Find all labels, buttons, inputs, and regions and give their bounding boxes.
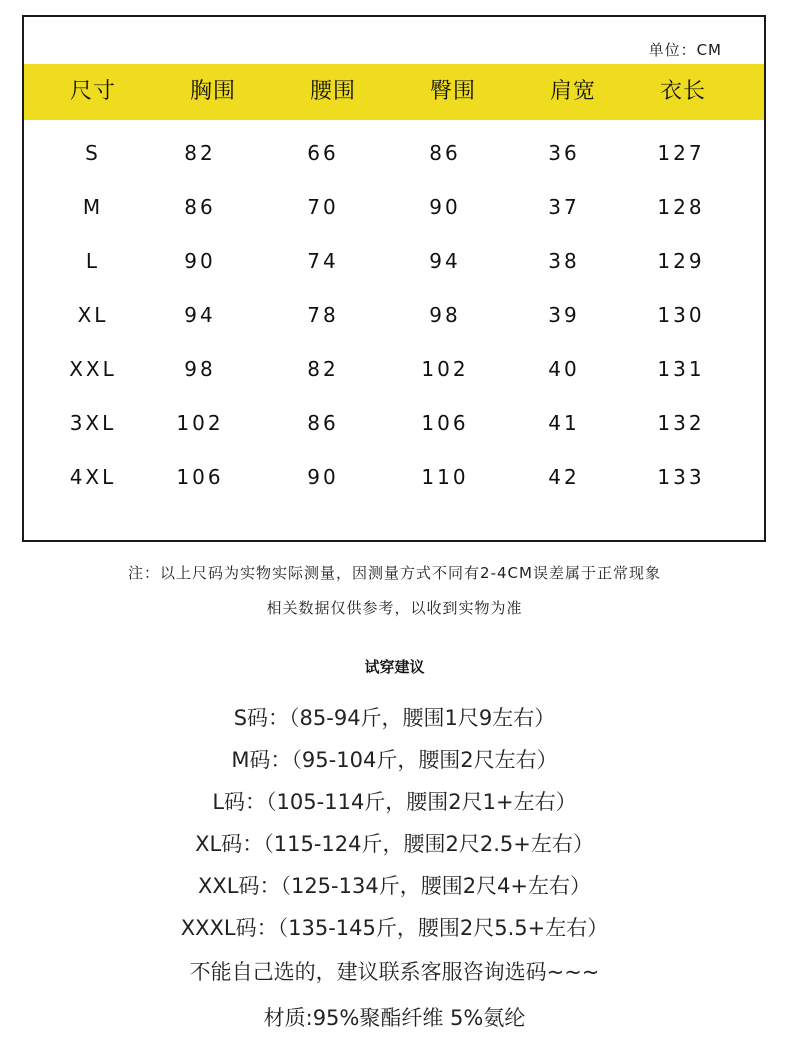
- cell-size: XXL: [69, 357, 117, 381]
- cell-length: 129: [657, 249, 705, 273]
- cell-waist: 66: [307, 141, 339, 165]
- cell-shoulder: 39: [548, 303, 580, 327]
- cell-length: 127: [657, 141, 705, 165]
- header-waist: 腰围: [309, 79, 356, 104]
- cell-hip: 90: [429, 195, 461, 219]
- cell-waist: 74: [307, 249, 339, 273]
- header-size: 尺寸: [69, 79, 116, 104]
- cell-chest: 94: [184, 303, 216, 327]
- table-row: [24, 457, 764, 497]
- cell-chest: 90: [184, 249, 216, 273]
- table-row: [24, 295, 764, 335]
- cell-size: XL: [77, 303, 109, 327]
- fit-advice-item: S码：（85-94斤，腰围1尺9左右）: [233, 706, 556, 730]
- fit-advice-item: M码：（95-104斤，腰围2尺左右）: [231, 748, 558, 772]
- cell-chest: 82: [184, 141, 216, 165]
- cell-size: L: [85, 249, 101, 273]
- table-row: [24, 241, 764, 281]
- cell-shoulder: 42: [548, 465, 580, 489]
- contact-service-note: 不能自己选的，建议联系客服咨询选码~~~: [189, 960, 600, 984]
- header-length: 衣长: [659, 79, 706, 104]
- reference-note: 相关数据仅供参考，以收到实物为准: [266, 599, 523, 617]
- cell-waist: 90: [307, 465, 339, 489]
- measurement-note: 注：以上尺码为实物实际测量，因测量方式不同有2-4CM误差属于正常现象: [128, 564, 661, 582]
- cell-hip: 102: [421, 357, 469, 381]
- cell-size: M: [82, 195, 104, 219]
- cell-hip: 94: [429, 249, 461, 273]
- cell-shoulder: 36: [548, 141, 580, 165]
- cell-hip: 98: [429, 303, 461, 327]
- fit-advice-title: 试穿建议: [364, 658, 425, 676]
- cell-hip: 106: [421, 411, 469, 435]
- cell-chest: 98: [184, 357, 216, 381]
- table-row: [24, 403, 764, 443]
- cell-length: 131: [657, 357, 705, 381]
- cell-waist: 78: [307, 303, 339, 327]
- unit-label: 单位：CM: [648, 41, 722, 59]
- cell-shoulder: 38: [548, 249, 580, 273]
- cell-chest: 86: [184, 195, 216, 219]
- fit-advice-item: XL码：（115-124斤，腰围2尺2.5+左右）: [195, 832, 594, 856]
- fit-advice-item: XXXL码：（135-145斤，腰围2尺5.5+左右）: [180, 916, 609, 940]
- table-row: [24, 187, 764, 227]
- cell-waist: 86: [307, 411, 339, 435]
- material-note: 材质:95%聚酯纤维 5%氨纶: [263, 1006, 526, 1030]
- cell-chest: 106: [176, 465, 224, 489]
- cell-length: 128: [657, 195, 705, 219]
- cell-length: 130: [657, 303, 705, 327]
- header-chest: 胸围: [189, 79, 236, 104]
- cell-waist: 82: [307, 357, 339, 381]
- header-hip: 臀围: [429, 79, 476, 104]
- cell-shoulder: 41: [548, 411, 580, 435]
- cell-size: 4XL: [69, 465, 117, 489]
- table-row: [24, 133, 764, 173]
- fit-advice-item: L码：（105-114斤，腰围2尺1+左右）: [212, 790, 577, 814]
- cell-length: 133: [657, 465, 705, 489]
- cell-hip: 110: [421, 465, 469, 489]
- header-shoulder: 肩宽: [549, 79, 596, 104]
- size-chart-table: [22, 15, 766, 542]
- cell-shoulder: 40: [548, 357, 580, 381]
- cell-hip: 86: [429, 141, 461, 165]
- cell-size: S: [85, 141, 101, 165]
- cell-length: 132: [657, 411, 705, 435]
- table-row: [24, 349, 764, 389]
- cell-chest: 102: [176, 411, 224, 435]
- cell-shoulder: 37: [548, 195, 580, 219]
- table-header-row: [24, 64, 764, 120]
- fit-advice-item: XXL码：（125-134斤，腰围2尺4+左右）: [197, 874, 592, 898]
- cell-size: 3XL: [69, 411, 117, 435]
- cell-waist: 70: [307, 195, 339, 219]
